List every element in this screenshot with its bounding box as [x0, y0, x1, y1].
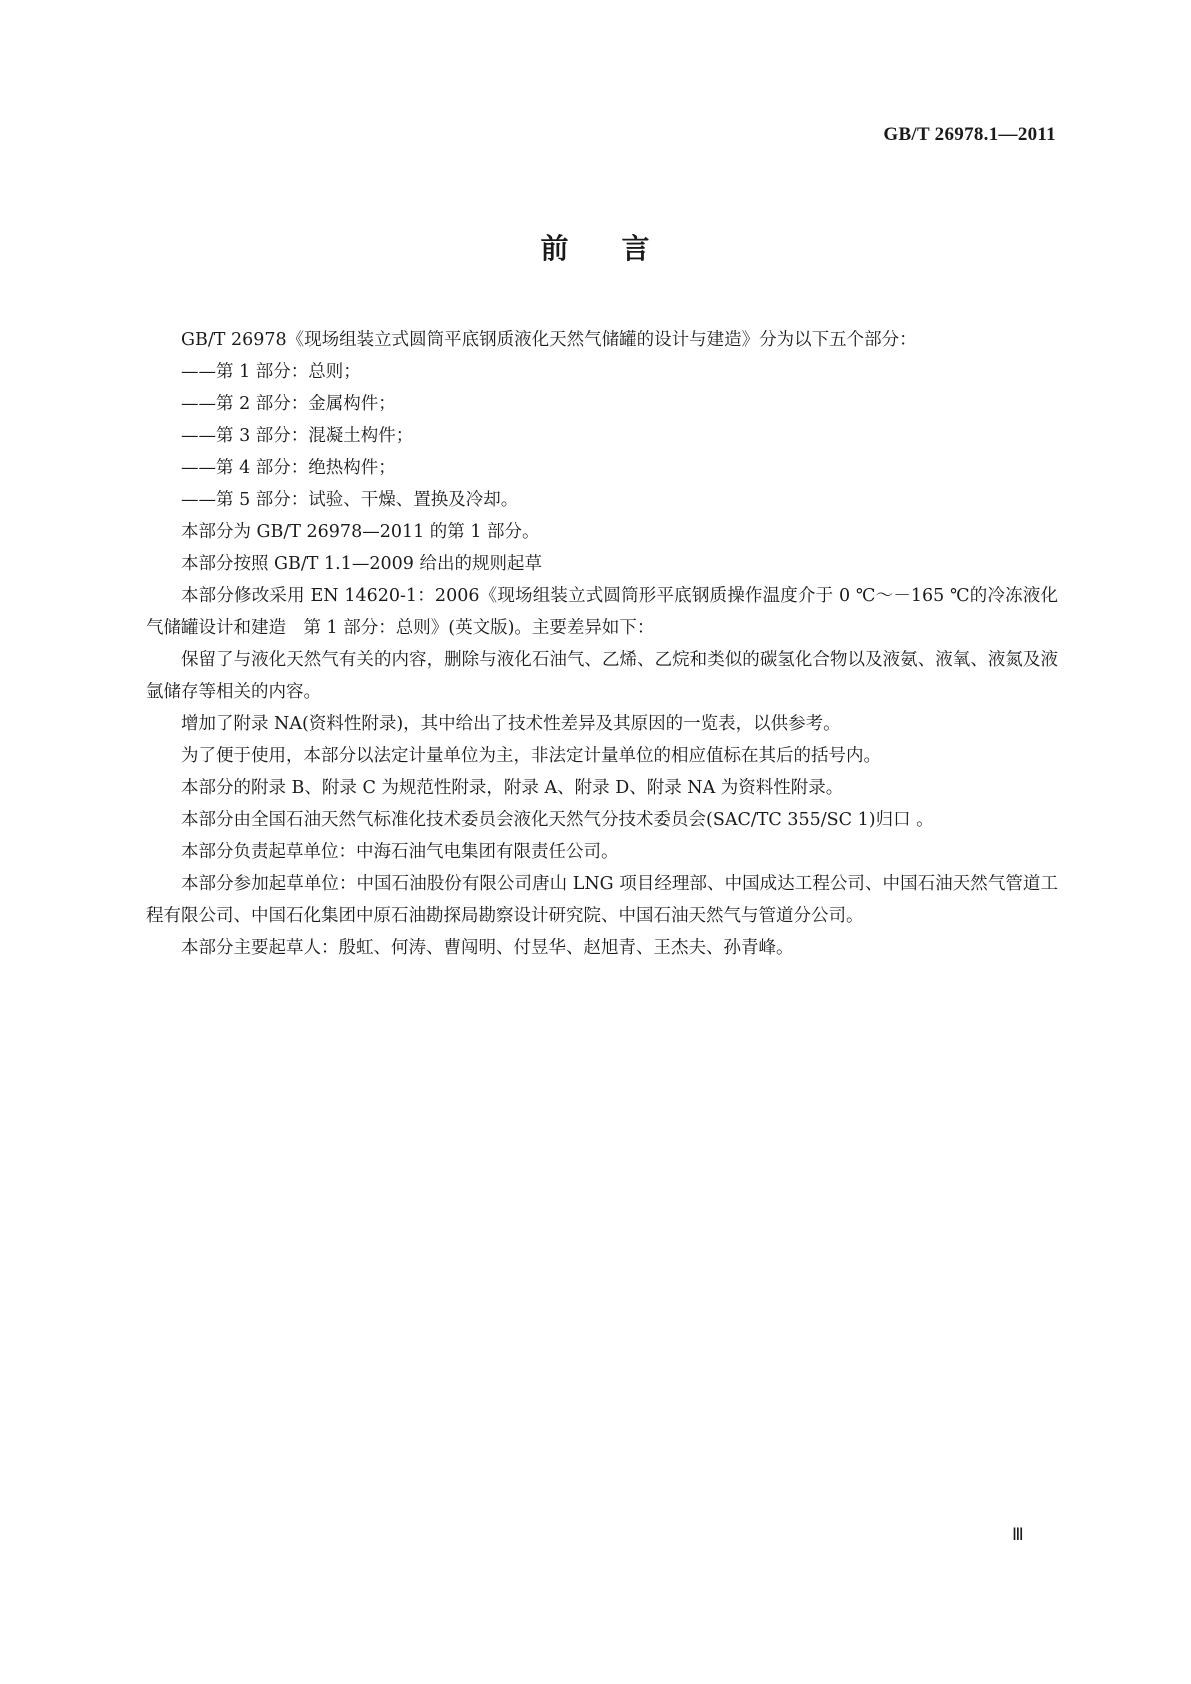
paragraph-difference-2: 增加了附录 NA(资料性附录)，其中给出了技术性差异及其原因的一览表，以供参考。	[181, 714, 841, 734]
paragraph-annexes: 本部分的附录 B、附录 C 为规范性附录，附录 A、附录 D、附录 NA 为资料性附录。	[181, 778, 844, 798]
list-item-part-5: ——第 5 部分：试验、干燥、置换及冷却。	[181, 490, 519, 510]
paragraph-drafting-rules: 本部分按照 GB/T 1.1—2009 给出的规则起草	[181, 554, 542, 574]
page-title	[0, 227, 1191, 267]
list-item-part-4: ——第 4 部分：绝热构件；	[181, 458, 396, 478]
page-title-char-2: 言	[621, 232, 651, 265]
paragraph-responsible-committee: 本部分由全国石油天然气标准化技术委员会液化天然气分技术委员会(SAC/TC 355/SC 1)归口 。	[181, 810, 934, 830]
paragraph-parts-intro: GB/T 26978《现场组装立式圆筒平底钢质液化天然气储罐的设计与建造》分为以下五个部分：	[181, 330, 917, 350]
paragraph-part-statement: 本部分为 GB/T 26978—2011 的第 1 部分。	[181, 522, 540, 542]
page-title-char-1: 前	[540, 232, 570, 265]
paragraph-lead-drafter: 本部分负责起草单位：中海石油气电集团有限责任公司。	[181, 842, 619, 862]
paragraph-main-drafters: 本部分主要起草人：殷虹、何涛、曹闯明、付昱华、赵旭青、王杰夫、孙青峰。	[181, 938, 794, 958]
paragraph-adoption: 本部分修改采用 EN 14620-1：2006《现场组装立式圆筒形平底钢质操作温度介于 0 ℃～－165 ℃的冷冻液化气储罐设计和建造 第 1 部分：总则》(英文版)。主要差异如下：	[146, 586, 1058, 638]
list-item-part-2: ——第 2 部分：金属构件；	[181, 394, 396, 414]
paragraph-participating-drafters: 本部分参加起草单位：中国石油股份有限公司唐山 LNG 项目经理部、中国成达工程公司、中国石油天然气管道工程有限公司、中国石化集团中原石油勘探局勘察设计研究院、中国石油天然气与管道分公司。	[146, 874, 1058, 926]
list-item-part-1: ——第 1 部分：总则；	[181, 362, 361, 382]
page-number: Ⅲ	[1012, 1525, 1024, 1544]
foreword-body	[146, 324, 1058, 964]
paragraph-difference-1: 保留了与液化天然气有关的内容，删除与液化石油气、乙烯、乙烷和类似的碳氢化合物以及液氨、液氧、液氮及液氩储存等相关的内容。	[146, 650, 1058, 702]
standard-number: GB/T 26978.1—2011	[883, 124, 1056, 145]
paragraph-units: 为了便于使用，本部分以法定计量单位为主，非法定计量单位的相应值标在其后的括号内。	[181, 746, 881, 766]
list-item-part-3: ——第 3 部分：混凝土构件；	[181, 426, 414, 446]
